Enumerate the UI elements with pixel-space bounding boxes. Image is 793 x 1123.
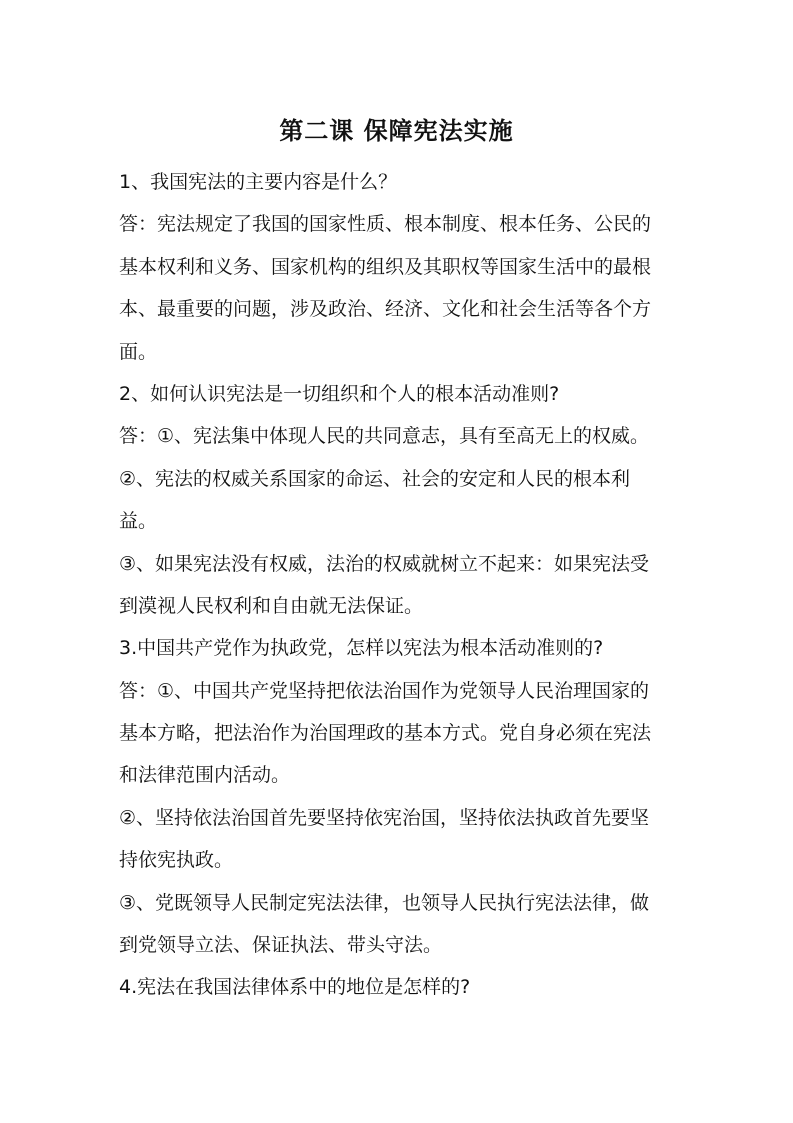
answer-1-line-3: 本、最重要的问题，涉及政治、经济、文化和社会生活等各个方 — [119, 298, 652, 321]
question-4: 4.宪法在我国法律体系中的地位是怎样的? — [119, 976, 471, 999]
question-3: 3.中国共产党作为执政党，怎样以宪法为根本活动准则的? — [119, 637, 604, 660]
answer-3-point-1-line-1: 答：①、中国共产党坚持把依法治国作为党领导人民治理国家的 — [119, 679, 650, 702]
answer-2-point-3-line-1: ③、如果宪法没有权威，法治的权威就树立不起来：如果宪法受 — [119, 552, 650, 575]
question-1: 1、我国宪法的主要内容是什么？ — [119, 171, 398, 193]
answer-3-point-2-line-1: ②、坚持依法治国首先要坚持依宪治国，坚持依法执政首先要坚 — [119, 806, 650, 829]
answer-1-line-2: 基本权利和义务、国家机构的组织及其职权等国家生活中的最根 — [119, 255, 652, 278]
answer-3-point-3-line-2: 到党领导立法、保证执法、带头守法。 — [119, 934, 443, 957]
answer-2-point-2-line-2: 益。 — [119, 510, 158, 533]
answer-3-point-2-line-2: 持依宪执政。 — [119, 849, 234, 872]
answer-1-line-4: 面。 — [119, 340, 158, 363]
answer-3-point-3-line-1: ③、党既领导人民制定宪法法律，也领导人民执行宪法法律，做 — [119, 891, 650, 914]
document-body — [119, 161, 659, 1009]
answer-3-point-1-line-2: 基本方略，把法治作为治国理政的基本方式。党自身必须在宪法 — [119, 722, 652, 745]
answer-2-point-2-line-1: ②、宪法的权威关系国家的命运、社会的安定和人民的根本利 — [119, 467, 631, 490]
answer-1-line-1: 答：宪法规定了我国的国家性质、根本制度、根本任务、公民的 — [119, 213, 652, 236]
page-title: 第二课 保障宪法实施 — [279, 117, 514, 145]
answer-2-point-1: 答：①、宪法集中体现人民的共同意志，具有至高无上的权威。 — [119, 425, 650, 448]
question-2: 2、如何认识宪法是一切组织和个人的根本活动准则? — [119, 382, 560, 405]
answer-2-point-3-line-2: 到漠视人民权利和自由就无法保证。 — [119, 594, 424, 617]
answer-3-point-1-line-3: 和法律范围内活动。 — [119, 764, 291, 787]
